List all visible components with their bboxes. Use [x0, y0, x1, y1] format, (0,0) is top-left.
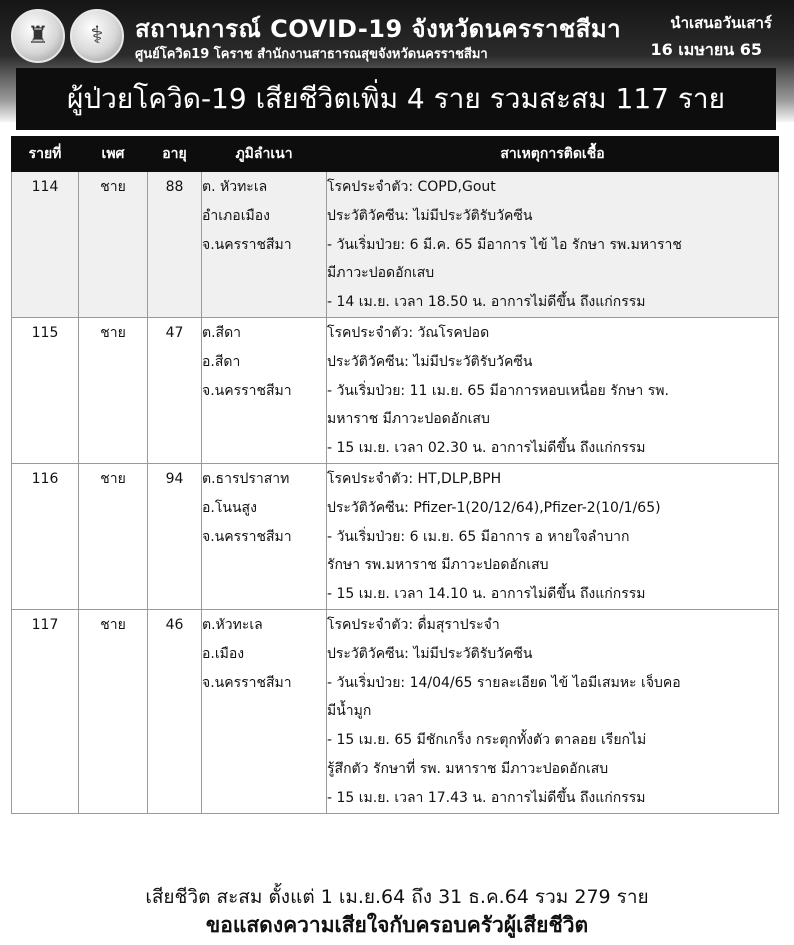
case-number: 115 [12, 317, 79, 463]
cause-line: ประวัติวัคซีน: Pfizer-1(20/12/64),Pfizer-2(10/1/65) [327, 499, 661, 516]
table-header-row [12, 137, 779, 172]
case-sex: ชาย [79, 172, 148, 318]
death-cases-table [11, 136, 779, 814]
seal-emblem-icon: ♜ [27, 21, 49, 49]
cause-line: - วันเริ่มป่วย: 14/04/65 รายละเอียด ไข้ ไอมีเสมหะ เจ็บคอ [327, 674, 681, 691]
cause-line: ประวัติวัคซีน: ไม่มีประวัติรับวัคซีน [327, 207, 533, 224]
case-hometown [202, 463, 327, 609]
header-sex: เพศ [79, 137, 148, 172]
cause-line: ประวัติวัคซีน: ไม่มีประวัติรับวัคซีน [327, 645, 533, 662]
hometown-subdistrict: ต.หัวทะเล [202, 616, 263, 633]
table-row [12, 609, 779, 813]
case-cause [327, 609, 779, 813]
hometown-district: อ.โนนสูง [202, 499, 257, 516]
headline-banner: ผู้ป่วยโควิด-19 เสียชีวิตเพิ่ม 4 ราย รวมสะสม 117 ราย [16, 68, 776, 130]
cause-line: มหาราช มีภาวะปอดอักเสบ [327, 411, 490, 428]
presentation-day: นำเสนอวันเสาร์ [670, 14, 772, 32]
hometown-province: จ.นครราชสีมา [202, 382, 292, 399]
header-age: อายุ [148, 137, 202, 172]
case-age: 47 [148, 317, 202, 463]
case-number: 116 [12, 463, 79, 609]
cause-line: - วันเริ่มป่วย: 6 เม.ย. 65 มีอาการ อ หายใจลำบาก [327, 528, 630, 545]
page-subtitle: ศูนย์โควิด19 โคราช สำนักงานสาธารณสุขจังหวัดนครราชสีมา [135, 47, 488, 62]
case-number: 114 [12, 172, 79, 318]
case-hometown [202, 317, 327, 463]
case-cause [327, 463, 779, 609]
hometown-district: อ.เมือง [202, 645, 245, 662]
hometown-district: อำเภอเมือง [202, 207, 270, 224]
case-hometown [202, 172, 327, 318]
header-cause: สาเหตุการติดเชื้อ [327, 137, 779, 172]
hometown-province: จ.นครราชสีมา [202, 528, 292, 545]
hometown-province: จ.นครราชสีมา [202, 236, 292, 253]
public-health-logo [70, 9, 124, 63]
hometown-province: จ.นครราชสีมา [202, 674, 292, 691]
header-case-number: รายที่ [12, 137, 79, 172]
cause-line: - 15 เม.ย. เวลา 17.43 น. อาการไม่ดีขึ้น ถึงแก่กรรม [327, 789, 646, 806]
page-title: สถานการณ์ COVID-19 จังหวัดนครราชสีมา [135, 15, 622, 43]
case-cause [327, 317, 779, 463]
hometown-subdistrict: ต. หัวทะเล [202, 179, 268, 195]
cause-line: - วันเริ่มป่วย: 11 เม.ย. 65 มีอาการหอบเหนื่อย รักษา รพ. [327, 382, 669, 399]
case-sex: ชาย [79, 609, 148, 813]
case-sex: ชาย [79, 317, 148, 463]
case-hometown [202, 609, 327, 813]
cause-line: มีน้ำมูก [327, 703, 372, 720]
case-number: 117 [12, 609, 79, 813]
cause-line: - 15 เม.ย. เวลา 02.30 น. อาการไม่ดีขึ้น ถึงแก่กรรม [327, 440, 646, 457]
cause-line: - 14 เม.ย. เวลา 18.50 น. อาการไม่ดีขึ้น ถึงแก่กรรม [327, 294, 646, 311]
case-sex: ชาย [79, 463, 148, 609]
case-cause [327, 172, 779, 318]
hometown-subdistrict: ต.ธารปราสาท [202, 470, 290, 487]
cause-line: มีภาวะปอดอักเสบ [327, 265, 435, 282]
table-row [12, 172, 779, 318]
cause-line: รู้สึกตัว รักษาที่ รพ. มหาราช มีภาวะปอดอักเสบ [327, 760, 609, 777]
cumulative-deaths-note: เสียชีวิต สะสม ตั้งแต่ 1 เม.ย.64 ถึง 31 ธ.ค.64 รวม 279 ราย [145, 886, 649, 908]
hometown-subdistrict: ต.สีดา [202, 324, 242, 341]
cause-line: โรคประจำตัว: วัณโรคปอด [327, 324, 490, 341]
table-row [12, 463, 779, 609]
cause-line: รักษา รพ.มหาราช มีภาวะปอดอักเสบ [327, 557, 549, 574]
cause-line: โรคประจำตัว: HT,DLP,BPH [327, 470, 502, 487]
cause-line: โรคประจำตัว: ดื่มสุราประจำ [327, 616, 500, 633]
cause-line: - 15 เม.ย. เวลา 14.10 น. อาการไม่ดีขึ้น ถึงแก่กรรม [327, 586, 646, 603]
case-age: 94 [148, 463, 202, 609]
condolence-message: ขอแสดงความเสียใจกับครอบครัวผู้เสียชีวิต [205, 913, 589, 937]
presentation-date: 16 เมษายน 65 [650, 40, 762, 59]
cause-line: - วันเริ่มป่วย: 6 มี.ค. 65 มีอาการ ไข้ ไอ รักษา รพ.มหาราช [327, 236, 682, 253]
cause-line: โรคประจำตัว: COPD,Gout [327, 179, 496, 195]
hometown-district: อ.สีดา [202, 353, 241, 370]
cause-line: - 15 เม.ย. 65 มีชักเกร็ง กระตุกทั้งตัว ตาลอย เรียกไม่ [327, 732, 647, 749]
case-age: 88 [148, 172, 202, 318]
provincial-seal-logo [11, 9, 65, 63]
caduceus-emblem-icon: ⚕ [90, 21, 104, 49]
header-hometown: ภูมิลำเนา [202, 137, 327, 172]
case-age: 46 [148, 609, 202, 813]
table-row [12, 317, 779, 463]
cause-line: ประวัติวัคซีน: ไม่มีประวัติรับวัคซีน [327, 353, 533, 370]
